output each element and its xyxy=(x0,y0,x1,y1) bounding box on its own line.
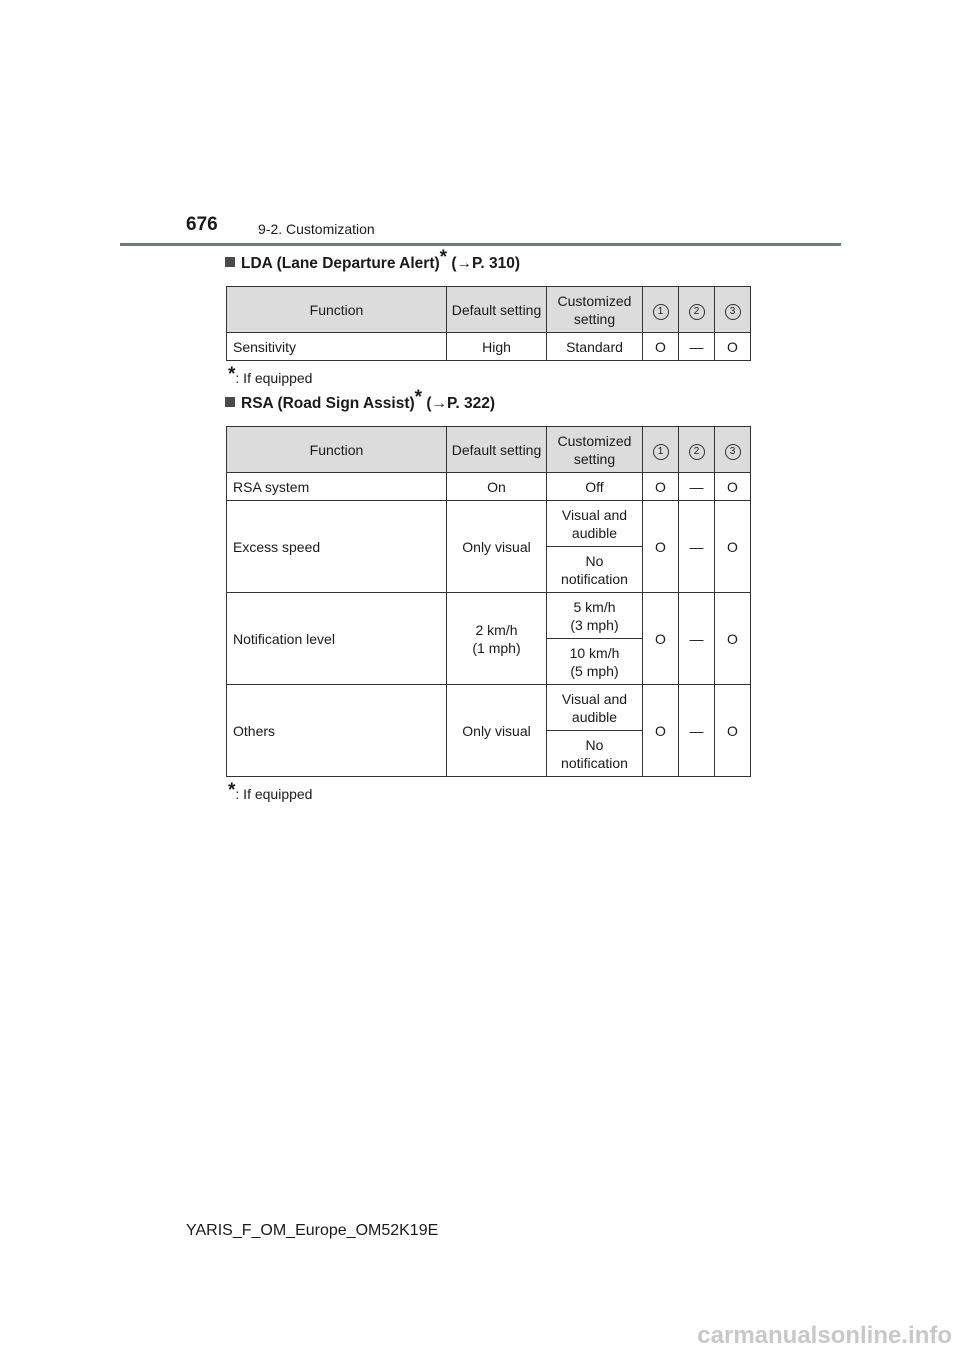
chapter-title: 9-2. Customization xyxy=(258,221,375,237)
custom-cell: Visual and audible xyxy=(547,685,643,731)
function-cell: Excess speed xyxy=(227,501,447,593)
col-default: Default setting xyxy=(447,427,547,473)
asterisk-icon: * xyxy=(228,780,236,801)
function-cell: Sensitivity xyxy=(227,333,447,361)
rsa-heading-text: RSA (Road Sign Assist) xyxy=(241,395,415,412)
function-cell: Others xyxy=(227,685,447,777)
circled-3-icon: 3 xyxy=(725,444,741,460)
col-default: Default setting xyxy=(447,287,547,333)
lda-footnote-text: : If equipped xyxy=(235,370,313,386)
watermark: carmanualsonline.info xyxy=(697,1322,952,1349)
circled-1-icon: 1 xyxy=(653,304,669,320)
c1-cell: O xyxy=(643,333,679,361)
default-cell: 2 km/h (1 mph) xyxy=(447,593,547,685)
col-function: Function xyxy=(227,287,447,333)
header-rule xyxy=(120,243,841,246)
default-cell: Only visual xyxy=(447,685,547,777)
c3-cell: O xyxy=(715,333,751,361)
document-id: YARIS_F_OM_Europe_OM52K19E xyxy=(186,1222,439,1239)
c1-cell: O xyxy=(643,593,679,685)
default-cell: Only visual xyxy=(447,501,547,593)
col-2 xyxy=(679,427,715,473)
col-function: Function xyxy=(227,427,447,473)
table-row xyxy=(227,501,751,547)
rsa-table-header xyxy=(227,427,751,473)
table-row xyxy=(227,593,751,639)
square-bullet-icon xyxy=(225,257,235,267)
c1-cell: O xyxy=(643,473,679,501)
col-3 xyxy=(715,427,751,473)
circled-2-icon: 2 xyxy=(689,444,705,460)
default-cell: On xyxy=(447,473,547,501)
page-number: 676 xyxy=(186,214,218,235)
default-cell: High xyxy=(447,333,547,361)
col-custom: Customized setting xyxy=(547,427,643,473)
c3-cell: O xyxy=(715,685,751,777)
lda-page-ref[interactable]: (→P. 310) xyxy=(451,255,521,272)
c2-cell: — xyxy=(679,333,715,361)
asterisk-icon: * xyxy=(228,364,236,385)
circled-3-icon: 3 xyxy=(725,304,741,320)
c1-cell: O xyxy=(643,501,679,593)
rsa-footnote-text: : If equipped xyxy=(235,786,313,802)
circled-2-icon: 2 xyxy=(689,304,705,320)
rsa-page-ref[interactable]: (→P. 322) xyxy=(426,395,496,412)
custom-cell: No notification xyxy=(547,547,643,593)
lda-table xyxy=(226,286,751,361)
circled-1-icon: 1 xyxy=(653,444,669,460)
table-row xyxy=(227,685,751,731)
lda-heading xyxy=(225,247,521,273)
col-1 xyxy=(643,287,679,333)
c2-cell: — xyxy=(679,593,715,685)
c3-cell: O xyxy=(715,593,751,685)
custom-cell: Visual and audible xyxy=(547,501,643,547)
col-custom: Customized setting xyxy=(547,287,643,333)
asterisk-icon: * xyxy=(439,247,448,268)
c1-cell: O xyxy=(643,685,679,777)
custom-cell: 5 km/h (3 mph) xyxy=(547,593,643,639)
table-row xyxy=(227,333,751,361)
rsa-table xyxy=(226,426,751,777)
c2-cell: — xyxy=(679,501,715,593)
function-cell: Notification level xyxy=(227,593,447,685)
col-2 xyxy=(679,287,715,333)
custom-cell: Off xyxy=(547,473,643,501)
table-row xyxy=(227,473,751,501)
c3-cell: O xyxy=(715,473,751,501)
custom-cell: No notification xyxy=(547,731,643,777)
custom-cell: Standard xyxy=(547,333,643,361)
function-cell: RSA system xyxy=(227,473,447,501)
lda-footnote xyxy=(228,364,313,386)
c3-cell: O xyxy=(715,501,751,593)
col-3 xyxy=(715,287,751,333)
lda-table-header xyxy=(227,287,751,333)
square-bullet-icon xyxy=(225,397,235,407)
lda-heading-text: LDA (Lane Departure Alert) xyxy=(241,255,440,272)
rsa-footnote xyxy=(228,780,313,802)
rsa-heading xyxy=(225,387,496,413)
asterisk-icon: * xyxy=(414,387,423,408)
col-1 xyxy=(643,427,679,473)
custom-cell: 10 km/h (5 mph) xyxy=(547,639,643,685)
c2-cell: — xyxy=(679,685,715,777)
c2-cell: — xyxy=(679,473,715,501)
